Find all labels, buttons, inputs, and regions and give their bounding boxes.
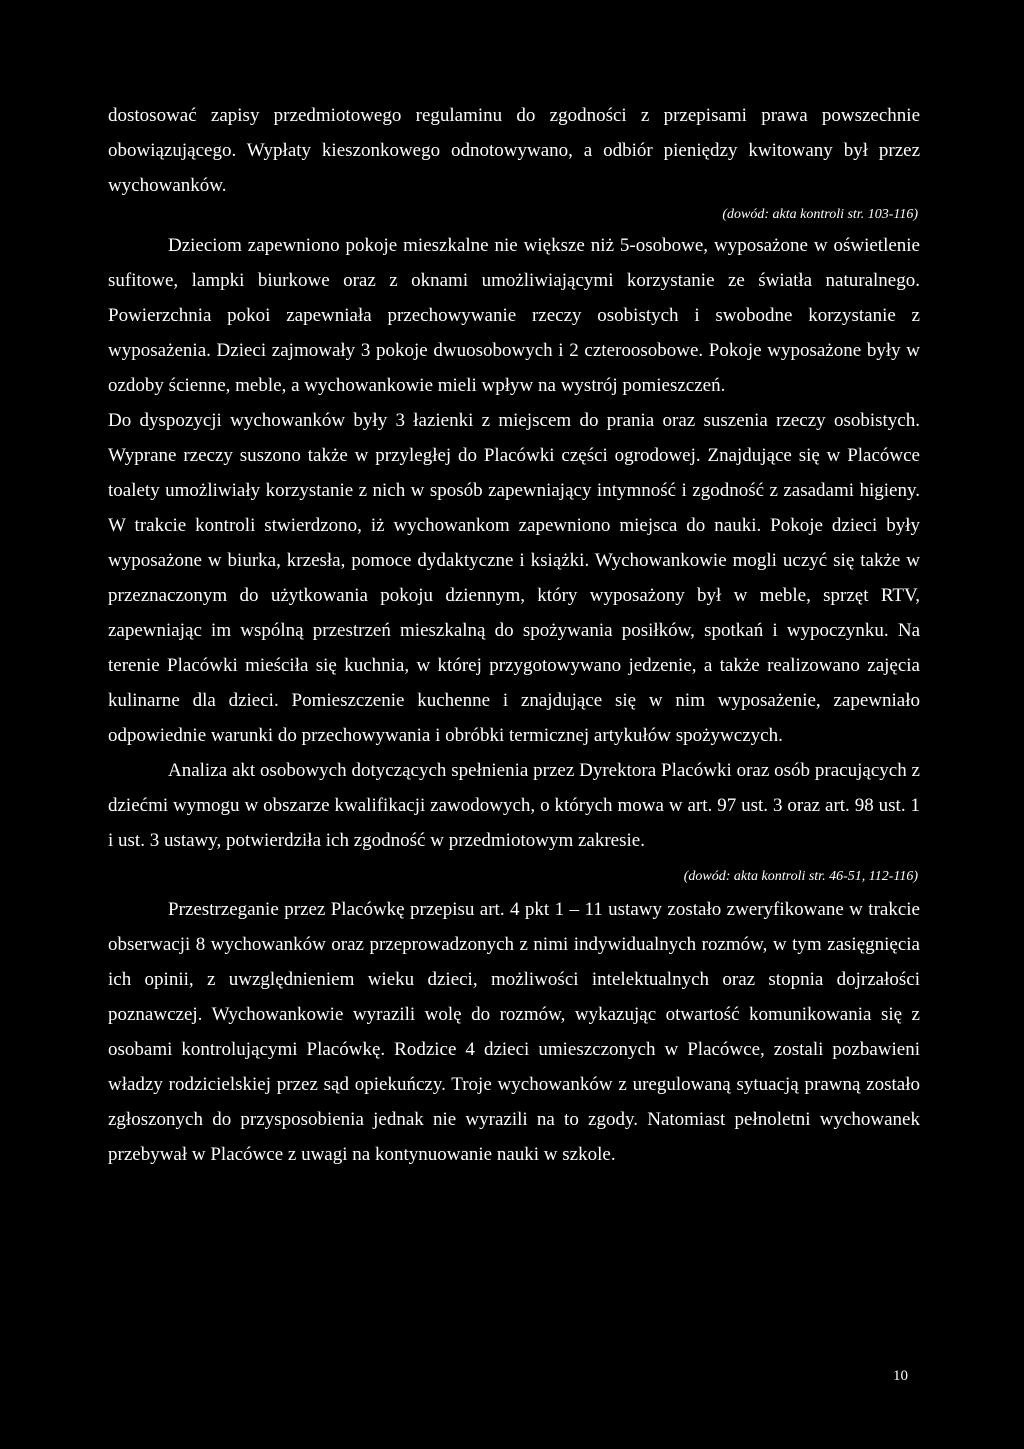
paragraph: dostosować zapisy przedmiotowego regulaminu do zgodności z przepisami prawa powszechnie obowiązującego. Wypłaty kieszonkowego odnotowywano, a odbiór pieniędzy kwitowany był przez wychowanków. xyxy=(108,105,920,196)
page-number: 10 xyxy=(893,1368,908,1384)
page-body xyxy=(108,98,920,1172)
evidence-reference: (dowód: akta kontroli str. 46-51, 112-116) xyxy=(683,869,918,884)
paragraph: Do dyspozycji wychowanków były 3 łazienki z miejscem do prania oraz suszenia rzeczy osobistych. Wyprane rzeczy suszono także w przyległej do Placówki części ogrodowej. Znajdujące się w Placówce toalety umożliwiały korzystanie z nich w sposób zapewniający intymność i zgodność z zasadami higieny. W trakcie kontroli stwierdzono, iż wychowankom zapewniono miejsca do nauki. Pokoje dzieci były wyposażone w biurka, krzesła, pomoce dydaktyczne i książki. Wychowankowie mogli uczyć się także w przeznaczonym do użytkowania pokoju dziennym, który wyposażony był w meble, sprzęt RTV, zapewniając im wspólną przestrzeń mieszkalną do spożywania posiłków, spotkań i wypoczynku. Na terenie Placówki mieściła się kuchnia, w której przygotowywano jedzenie, a także realizowano zajęcia kulinarne dla dzieci. Pomieszczenie kuchenne i znajdujące się w nim wyposażenie, zapewniało odpowiednie warunki do przechowywania i obróbki termicznej artykułów spożywczych. xyxy=(108,410,920,746)
paragraph: Przestrzeganie przez Placówkę przepisu art. 4 pkt 1 – 11 ustawy zostało zweryfikowane w trakcie obserwacji 8 wychowanków oraz przeprowadzonych z nimi indywidualnych rozmów, w tym zasięgnięcia ich opinii, z uwzględnieniem wieku dzieci, możliwości intelektualnych oraz stopnia dojrzałości poznawczej. Wychowankowie wyrazili wolę do rozmów, wykazując otwartość komunikowania się z osobami kontrolującymi Placówkę. Rodzice 4 dzieci umieszczonych w Placówce, zostali pozbawieni władzy rodzicielskiej przez sąd opiekuńczy. Troje wychowanków z uregulowaną sytuacją prawną zostało zgłoszonych do przysposobienia jednak nie wyrazili na to zgody. Natomiast pełnoletni wychowanek przebywał w Placówce z uwagi na kontynuowanie nauki w szkole. xyxy=(108,899,920,1165)
paragraph: Dzieciom zapewniono pokoje mieszkalne nie większe niż 5-osobowe, wyposażone w oświetlenie sufitowe, lampki biurkowe oraz z oknami umożliwiającymi korzystanie ze światła naturalnego. Powierzchnia pokoi zapewniała przechowywanie rzeczy osobistych i swobodne korzystanie z wyposażenia. Dzieci zajmowały 3 pokoje dwuosobowych i 2 czteroosobowe. Pokoje wyposażone były w ozdoby ścienne, meble, a wychowankowie mieli wpływ na wystrój pomieszczeń. xyxy=(108,235,920,396)
evidence-reference: (dowód: akta kontroli str. 103-116) xyxy=(722,207,918,222)
paragraph: Analiza akt osobowych dotyczących spełnienia przez Dyrektora Placówki oraz osób pracujących z dziećmi wymogu w obszarze kwalifikacji zawodowych, o których mowa w art. 97 ust. 3 oraz art. 98 ust. 1 i ust. 3 ustawy, potwierdziła ich zgodność w przedmiotowym zakresie. xyxy=(108,760,920,851)
